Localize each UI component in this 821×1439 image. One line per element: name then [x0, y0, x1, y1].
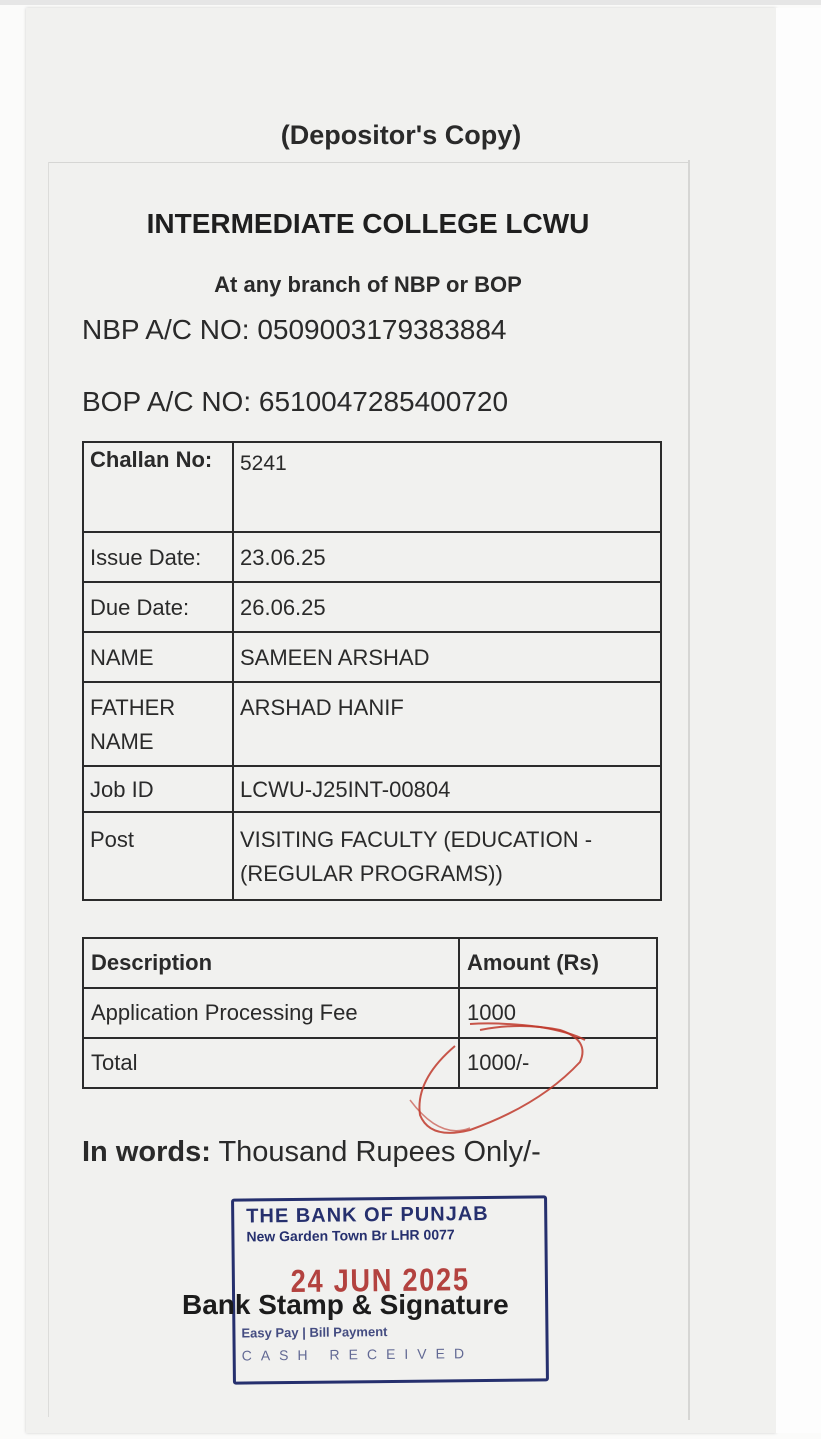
fee-description: Application Processing Fee — [83, 988, 459, 1038]
challan-no-label: Challan No: — [83, 442, 233, 532]
description-header: Description — [83, 938, 459, 988]
pen-circle-mark — [419, 1026, 582, 1133]
college-name: INTERMEDIATE COLLEGE LCWU — [146, 208, 590, 239]
stamp-bank-name: THE BANK OF PUNJAB — [246, 1202, 489, 1228]
stamp-tagline: Easy Pay | Bill Payment — [241, 1324, 388, 1341]
nbp-account-label: NBP A/C NO: — [82, 314, 250, 345]
total-amount: 1000/- — [459, 1038, 657, 1088]
copy-title: (Depositor's Copy) — [280, 120, 522, 150]
name-value: SAMEEN ARSHAD — [233, 632, 661, 682]
issue-date-value: 23.06.25 — [233, 532, 661, 582]
bop-account-label: BOP A/C NO: — [82, 386, 252, 417]
post-value: VISITING FACULTY (EDUCATION - (REGULAR PROGRAMS)) — [233, 812, 661, 900]
in-words-label: In words: — [82, 1136, 211, 1168]
stamp-cash-received: CASH RECEIVED — [241, 1345, 474, 1364]
name-label: NAME — [83, 632, 233, 682]
challan-no-value: 5241 — [233, 442, 661, 532]
signature-label: Bank Stamp & Signature — [182, 1289, 509, 1320]
post-label: Post — [83, 812, 233, 900]
due-date-label: Due Date: — [83, 582, 233, 632]
in-words-value: Thousand Rupees Only/- — [218, 1136, 541, 1168]
job-id-label: Job ID — [83, 766, 233, 812]
father-name-value: ARSHAD HANIF — [233, 682, 661, 766]
total-label: Total — [83, 1038, 459, 1088]
fee-amount: 1000 — [459, 988, 657, 1038]
due-date-value: 26.06.25 — [233, 582, 661, 632]
issue-date-label: Issue Date: — [83, 532, 233, 582]
stamp-branch: New Garden Town Br LHR 0077 — [246, 1226, 455, 1245]
bop-account-number: 6510047285400720 — [258, 386, 509, 417]
father-name-label: FATHER NAME — [83, 682, 233, 766]
branch-line: At any branch of NBP or BOP — [214, 272, 522, 297]
stamp-date: 24 JUN 2025 — [290, 1261, 470, 1300]
job-id-value: LCWU-J25INT-00804 — [233, 766, 661, 812]
nbp-account-number: 0509003179383884 — [257, 314, 507, 345]
amount-header: Amount (Rs) — [459, 938, 657, 988]
